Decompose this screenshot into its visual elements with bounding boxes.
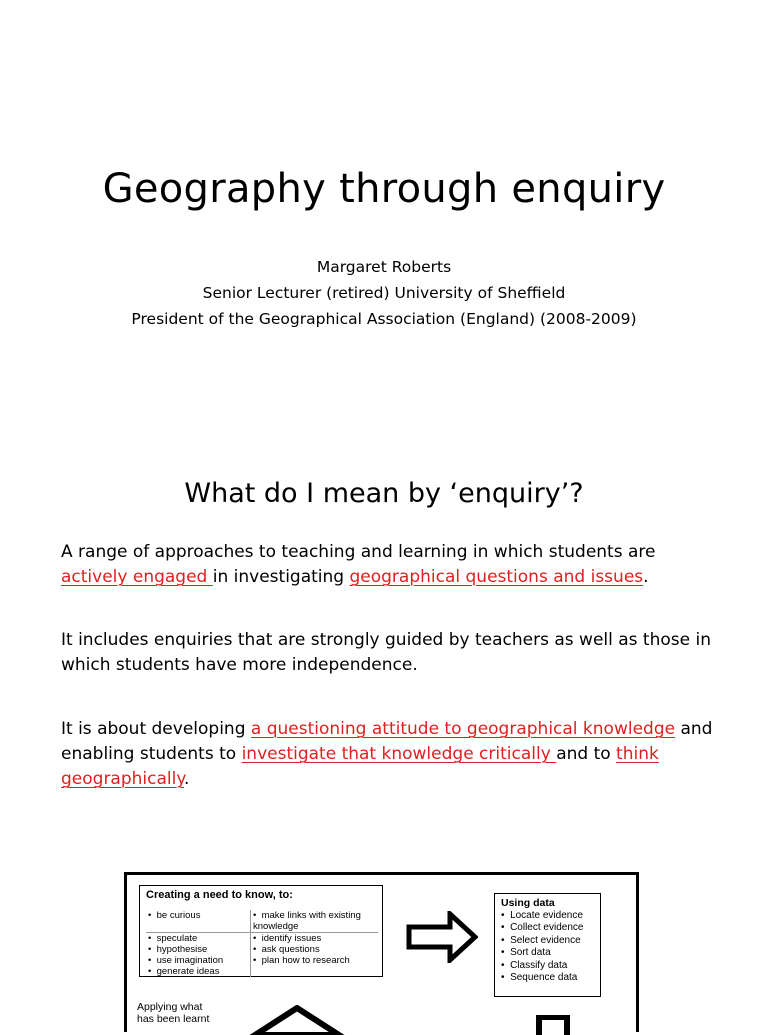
data-item: • Sequence data xyxy=(501,972,594,985)
text-run: . xyxy=(183,769,190,789)
title-slide xyxy=(0,0,768,432)
need-item: • be curious xyxy=(148,910,200,921)
data-item: • Sort data xyxy=(501,947,594,960)
need-to-know-box xyxy=(139,885,383,977)
text-run: and to xyxy=(556,744,617,764)
paragraph-definition xyxy=(61,540,721,590)
need-item: • hypothesise xyxy=(148,944,207,955)
text-run: and enabling students to xyxy=(61,719,713,764)
need-to-know-title: Creating a need to know, to: xyxy=(146,889,293,901)
need-item: • ask questions xyxy=(253,944,320,955)
highlight-geographical-questions: geographical questions and issues xyxy=(349,567,644,587)
down-arrow-icon xyxy=(535,1015,571,1035)
slide-title: Geography through enquiry xyxy=(102,166,666,212)
need-item: • identify issues xyxy=(253,933,321,944)
text-run: . xyxy=(643,567,649,587)
up-arrow-icon xyxy=(247,1005,347,1035)
data-item: • Select evidence xyxy=(501,935,594,948)
author-role-2: President of the Geographical Association (England) (2008-2009) xyxy=(131,310,637,328)
using-data-box xyxy=(494,893,601,997)
enquiry-diagram xyxy=(124,872,639,1032)
highlight-investigate-critically: investigate that knowledge critically xyxy=(241,744,557,764)
need-item: • use imagination xyxy=(148,955,223,966)
author-role-1: Senior Lecturer (retired) University of Sheffield xyxy=(202,284,566,302)
data-item: • Classify data xyxy=(501,960,594,973)
need-item: • generate ideas xyxy=(148,966,219,977)
text-run: A range of approaches to teaching and learning in which students are xyxy=(61,542,656,562)
using-data-title: Using data xyxy=(501,897,555,909)
highlight-questioning-attitude: a questioning attitude to geographical knowledge xyxy=(250,719,676,739)
applying-line: has been learnt xyxy=(137,1013,210,1025)
need-to-know-table xyxy=(146,910,378,977)
text-run: It is about developing xyxy=(61,719,251,739)
paragraph-questioning xyxy=(61,717,721,792)
content-slide xyxy=(0,432,768,1024)
highlight-actively-engaged: actively engaged xyxy=(61,567,213,587)
author-name: Margaret Roberts xyxy=(316,258,452,276)
need-item: • speculate xyxy=(148,933,197,944)
paragraph-guided: It includes enquiries that are strongly guided by teachers as well as those in which students have more independence. xyxy=(61,630,711,675)
slide-heading: What do I mean by ‘enquiry’? xyxy=(184,478,584,509)
text-run: in investigating xyxy=(212,567,350,587)
data-item: • Locate evidence xyxy=(501,910,594,923)
highlight-think-geographically: think geographically xyxy=(61,744,659,789)
data-item: • Collect evidence xyxy=(501,922,594,935)
need-item: • plan how to research xyxy=(253,955,350,966)
applying-label xyxy=(137,1001,209,1025)
need-item: • make links with existing knowledge xyxy=(253,910,361,932)
right-arrow-icon xyxy=(406,911,478,963)
applying-line: Applying what xyxy=(137,1001,203,1013)
slide-subtitle xyxy=(0,254,768,332)
